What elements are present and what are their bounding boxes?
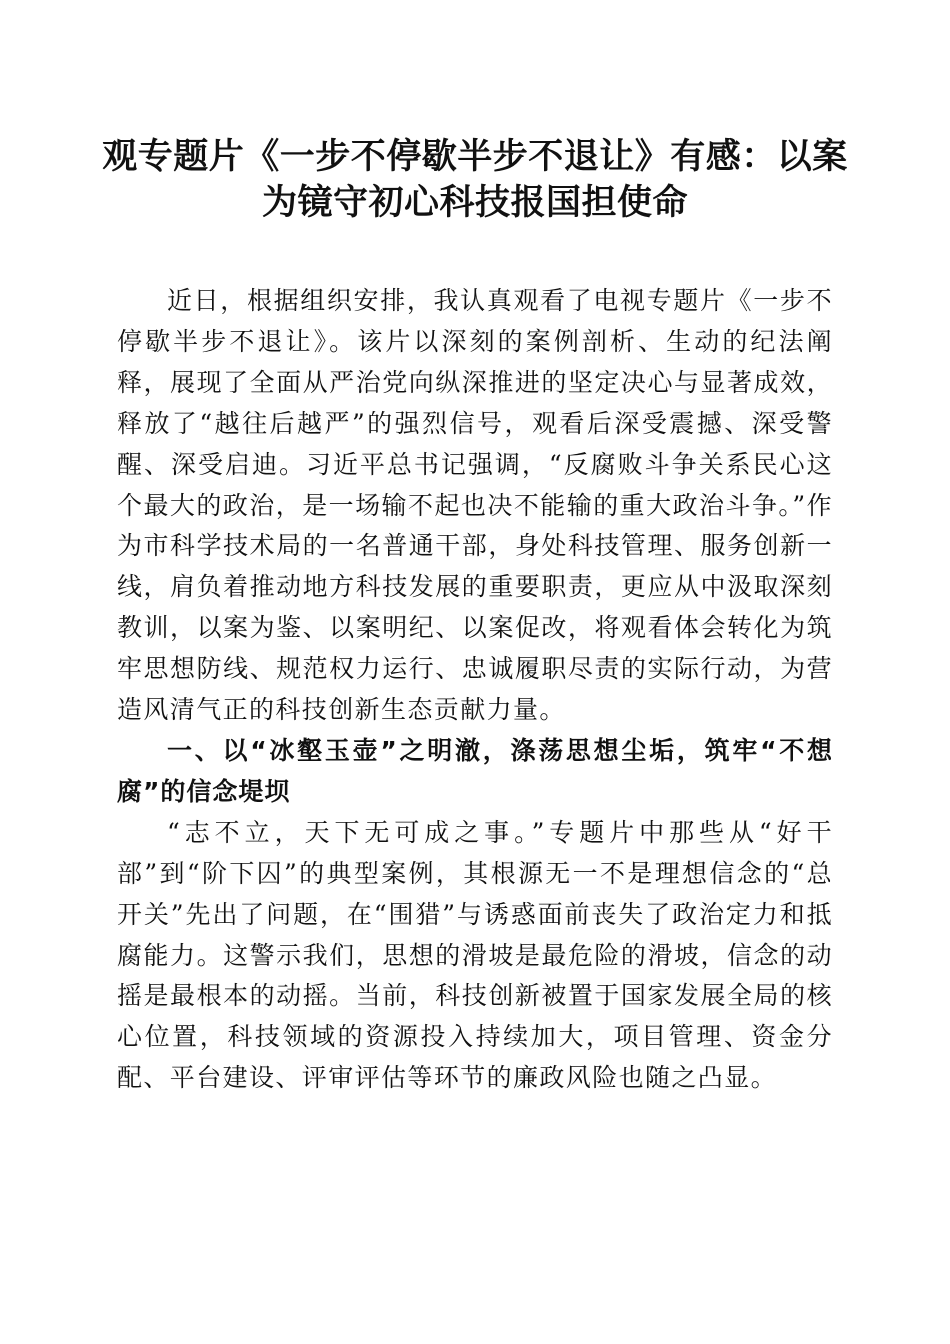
paragraph-section-1: “志不立，天下无可成之事。”专题片中那些从“好干部”到“阶下囚”的典型案例，其根源无一不是理想信念的“总开关”先出了问题，在“围猎”与诱惑面前丧失了政治定力和抵腐能力。这警示我们，思想的滑坡是最危险的滑坡，信念的动摇是最根本的动摇。当前，科技创新被置于国家发展全局的核心位置，科技领域的资源投入持续加大，项目管理、资金分配、平台建设、评审评估等环节的廉政风险也随之凸显。 — [117, 817, 833, 1093]
document-body — [117, 281, 833, 1099]
section-heading-1: 一、以“冰壑玉壶”之明澈，涤荡思想尘垢，筑牢“不想腐”的信念堤坝 — [117, 735, 833, 806]
document-title: 观专题片《一步不停歇半步不退让》有感：以案为镜守初心科技报国担使命 — [102, 136, 848, 223]
paragraph-intro: 近日，根据组织安排，我认真观看了电视专题片《一步不停歇半步不退让》。该片以深刻的案例剖析、生动的纪法阐释，展现了全面从严治党向纵深推进的坚定决心与显著成效，释放了“越往后越严”的强烈信号，观看后深受震撼、深受警醒、深受启迪。习近平总书记强调，“反腐败斗争关系民心这个最大的政治，是一场输不起也决不能输的重大政治斗争。”作为市科学技术局的一名普通干部，身处科技管理、服务创新一线，肩负着推动地方科技发展的重要职责，更应从中汲取深刻教训，以案为鉴、以案明纪、以案促改，将观看体会转化为筑牢思想防线、规范权力运行、忠诚履职尽责的实际行动，为营造风清气正的科技创新生态贡献力量。 — [117, 286, 833, 725]
